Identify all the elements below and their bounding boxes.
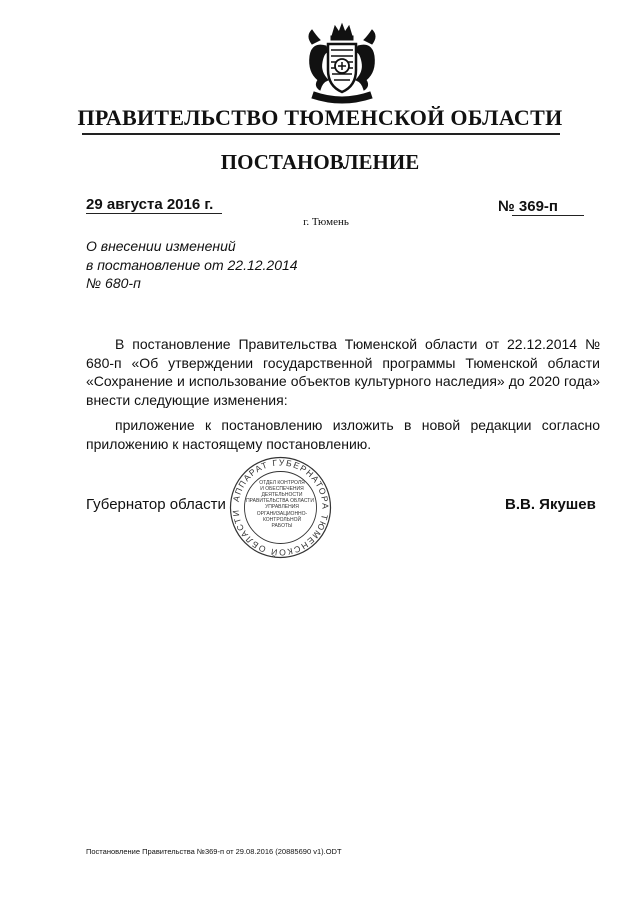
subject-line: № 680-п (86, 275, 141, 291)
date-underline (86, 213, 222, 214)
body-paragraph: приложение к постановлению изложить в новой редакции согласно приложению к настоящему постановлению. (86, 417, 600, 452)
stamp-inner-line: ОТДЕЛ КОНТРОЛЯ (259, 480, 305, 486)
government-title: ПРАВИТЕЛЬСТВО ТЮМЕНСКОЙ ОБЛАСТИ (77, 105, 563, 130)
document-date: 29 августа 2016 г. (86, 196, 214, 213)
document-type: ПОСТАНОВЛЕНИЕ (220, 150, 420, 174)
coat-of-arms-icon (298, 22, 386, 104)
document-footer: Постановление Правительства №369-п от 29.08.2016 (20885690 v1).ODT (86, 847, 342, 856)
document-number: № 369-п (498, 198, 558, 215)
title-divider (82, 133, 560, 135)
official-stamp-icon (228, 455, 333, 560)
signatory-name: В.В. Якушев (505, 496, 596, 513)
stamp-inner-line: РАБОТЫ (271, 523, 293, 529)
subject-line: О внесении изменений (86, 238, 236, 254)
subject-line: в постановление от 22.12.2014 (86, 256, 298, 273)
stamp-inner-line: КОНТРОЛЬНОЙ (262, 517, 302, 523)
document-city: г. Тюмень (303, 216, 349, 228)
stamp-outer-text: АППАРАТ ГУБЕРНАТОРА ТЮМЕНСКОЙ ОБЛАСТИ (230, 457, 331, 558)
document-subject (86, 237, 298, 293)
stamp-inner-line: ДЕЯТЕЛЬНОСТИ (261, 492, 303, 498)
document-body (86, 335, 600, 453)
stamp-inner-line: ОРГАНИЗАЦИОННО- (256, 511, 308, 517)
signatory-position: Губернатор области (86, 496, 226, 513)
stamp-inner-line: И ОБЕСПЕЧЕНИЯ (260, 486, 304, 492)
stamp-inner-line: УПРАВЛЕНИЯ (265, 504, 299, 510)
stamp-inner-line: ПРАВИТЕЛЬСТВА ОБЛАСТИ (246, 498, 314, 504)
body-paragraph: В постановление Правительства Тюменской области от 22.12.2014 № 680-п «Об утверждении государственной программы Тюменской области «Сохранение и использование объектов культурного наследия» до 2020 года» внести следующие изменения: (86, 336, 600, 408)
